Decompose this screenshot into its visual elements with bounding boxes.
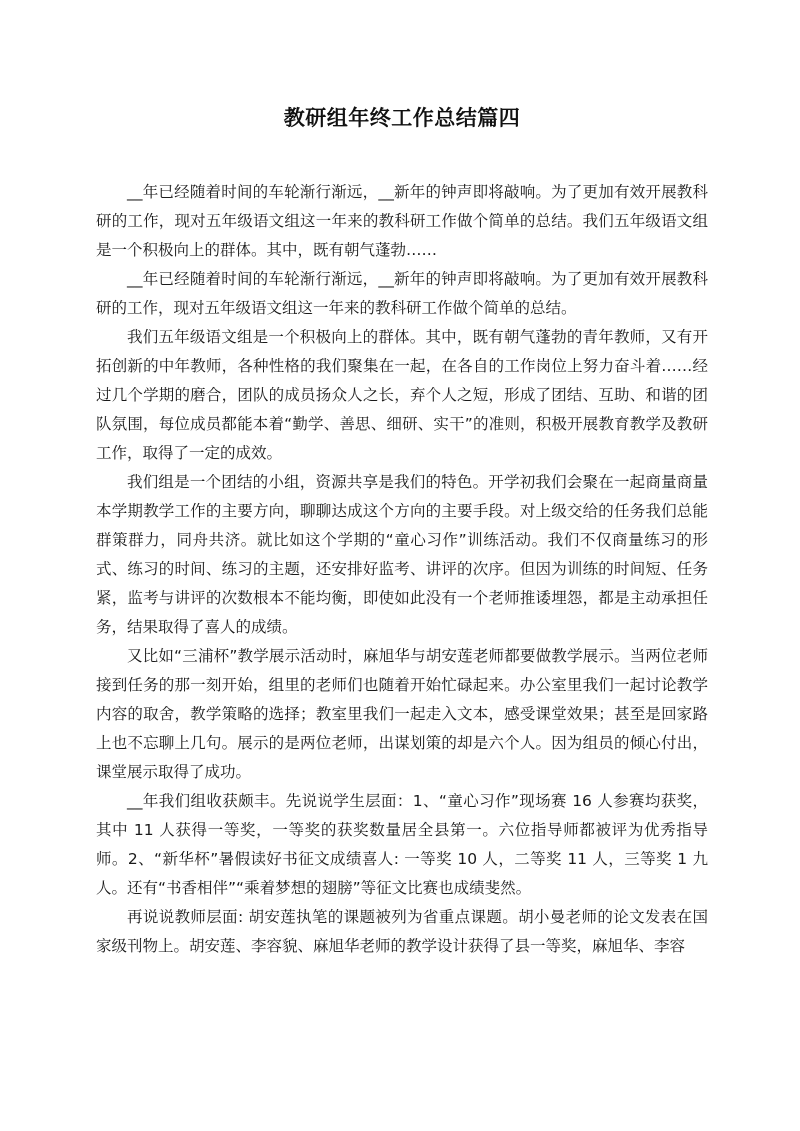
paragraph-6: __年我们组收获颇丰。先说说学生层面：1、“童心习作”现场赛 16 人参赛均获奖，其中 11 人获得一等奖，一等奖的获奖数量居全县第一。六位指导师都被评为优秀指导师。2、“新华杯”暑假读好书征文成绩喜人: 一等奖 10 人，二等奖 11 人，三等奖 1 九人。还有“书香相伴”“乘着梦想的翅膀”等征文比赛也成绩斐然。 (96, 792, 708, 897)
paragraph-5: 又比如“三浦杯”教学展示活动时，麻旭华与胡安莲老师都要做教学展示。当两位老师接到任务的那一刻开始，组里的老师们也随着开始忙碌起来。办公室里我们一起讨论教学内容的取舍，教学策略的选择；教室里我们一起走入文本，感受课堂效果；甚至是回家路上也不忘聊上几句。展示的是两位老师，出谋划策的却是六个人。因为组员的倾心付出，课堂展示取得了成功。 (96, 647, 708, 781)
paragraph-7: 再说说教师层面: 胡安莲执笔的课题被列为省重点课题。胡小曼老师的论文发表在国家级刊物上。胡安莲、李容貌、麻旭华老师的教学设计获得了县一等奖，麻旭华、李容 (96, 908, 708, 955)
document-title: 教研组年终工作总结篇四 (283, 106, 521, 130)
paragraph-3: 我们五年级语文组是一个积极向上的群体。其中，既有朝气蓬勃的青年教师，又有开拓创新的中年教师，各种性格的我们聚集在一起，在各自的工作岗位上努力奋斗着……经过几个学期的磨合，团队的成员扬众人之长，弃个人之短，形成了团结、互助、和谐的团队氛围，每位成员都能本着“勤学、善思、细研、实干”的准则，积极开展教育教学及教研工作，取得了一定的成效。 (96, 328, 708, 462)
paragraph-1: __年已经随着时间的车轮渐行渐远，__新年的钟声即将敲响。为了更加有效开展教科研的工作，现对五年级语文组这一年来的教科研工作做个简单的总结。我们五年级语文组是一个积极向上的群体。其中，既有朝气蓬勃…… (96, 183, 708, 259)
document-body (96, 178, 708, 961)
paragraph-2: __年已经随着时间的车轮渐行渐远，__新年的钟声即将敲响。为了更加有效开展教科研的工作，现对五年级语文组这一年来的教科研工作做个简单的总结。 (96, 270, 708, 317)
paragraph-4: 我们组是一个团结的小组，资源共享是我们的特色。开学初我们会聚在一起商量商量本学期教学工作的主要方向，聊聊达成这个方向的主要手段。对上级交给的任务我们总能群策群力，同舟共济。就比如这个学期的“童心习作”训练活动。我们不仅商量练习的形式、练习的时间、练习的主题，还安排好监考、讲评的次序。但因为训练的时间短、任务紧，监考与讲评的次数根本不能均衡，即使如此没有一个老师推诿埋怨，都是主动承担任务，结果取得了喜人的成绩。 (96, 473, 708, 636)
